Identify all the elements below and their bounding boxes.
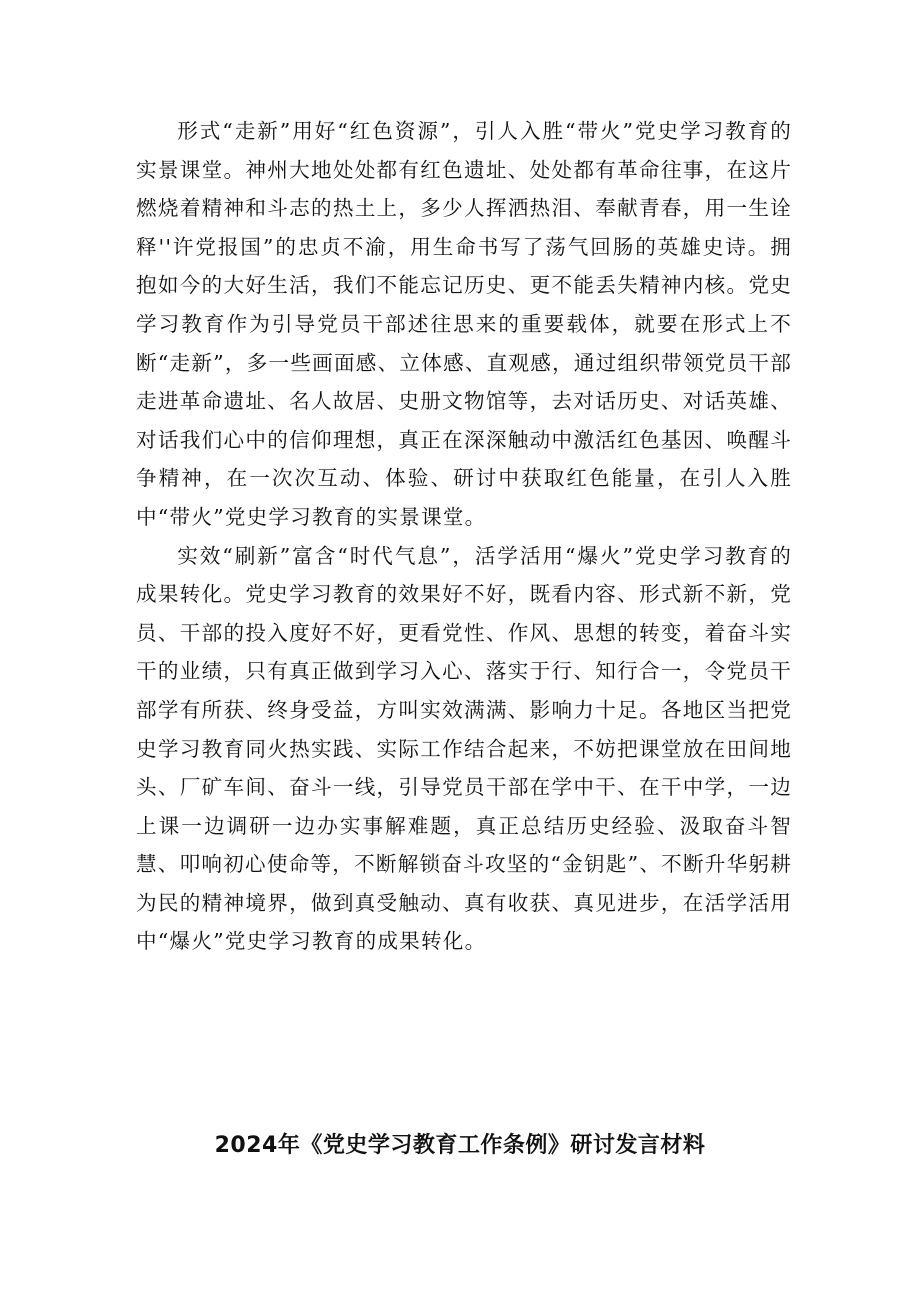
paragraph-form-innovation: 形式“走新”用好“红色资源”，引人入胜“带火”党史学习教育的实景课堂。神州大地处处都有红色遗址、处处都有革命往事，在这片燃烧着精神和斗志的热土上，多少人挥洒热泪、奉献青春，用一生诠释''许党报国”的忠贞不渝，用生命书写了荡气回肠的英雄史诗。拥抱如今的大好生活，我们不能忘记历史、更不能丢失精神内核。党史学习教育作为引导党员干部述往思来的重要载体，就要在形式上不断“走新”，多一些画面感、立体感、直观感，通过组织带领党员干部走进革命遗址、名人故居、史册文物馆等，去对话历史、对话英雄、对话我们心中的信仰理想，真正在深深触动中激活红色基因、唤醒斗争精神，在一次次互动、体验、研讨中获取红色能量，在引人入胜中“带火”党史学习教育的实景课堂。 — [136, 119, 792, 529]
section-title: 2024年《党史学习教育工作条例》研讨发言材料 — [214, 1133, 706, 1158]
paragraph-effect-refresh: 实效“刷新”富含“时代气息”，活学活用“爆火”党史学习教育的成果转化。党史学习教育的效果好不好，既看内容、形式新不新，党员、干部的投入度好不好，更看党性、作风、思想的转变，着奋斗实干的业绩，只有真正做到学习入心、落实于行、知行合一，令党员干部学有所获、终身受益，方叫实效满满、影响力十足。各地区当把党史学习教育同火热实践、实际工作结合起来，不妨把课堂放在田间地头、厂矿车间、奋斗一线，引导党员干部在学中干、在干中学，一边上课一边调研一边办实事解难题，真正总结历史经验、汲取奋斗智慧、叩响初心使命等，不断解锁奋斗攻坚的“金钥匙”、不断升华躬耕为民的精神境界，做到真受触动、真有收获、真见进步，在活学活用中“爆火”党史学习教育的成果转化。 — [136, 543, 792, 954]
document-body — [136, 112, 792, 961]
